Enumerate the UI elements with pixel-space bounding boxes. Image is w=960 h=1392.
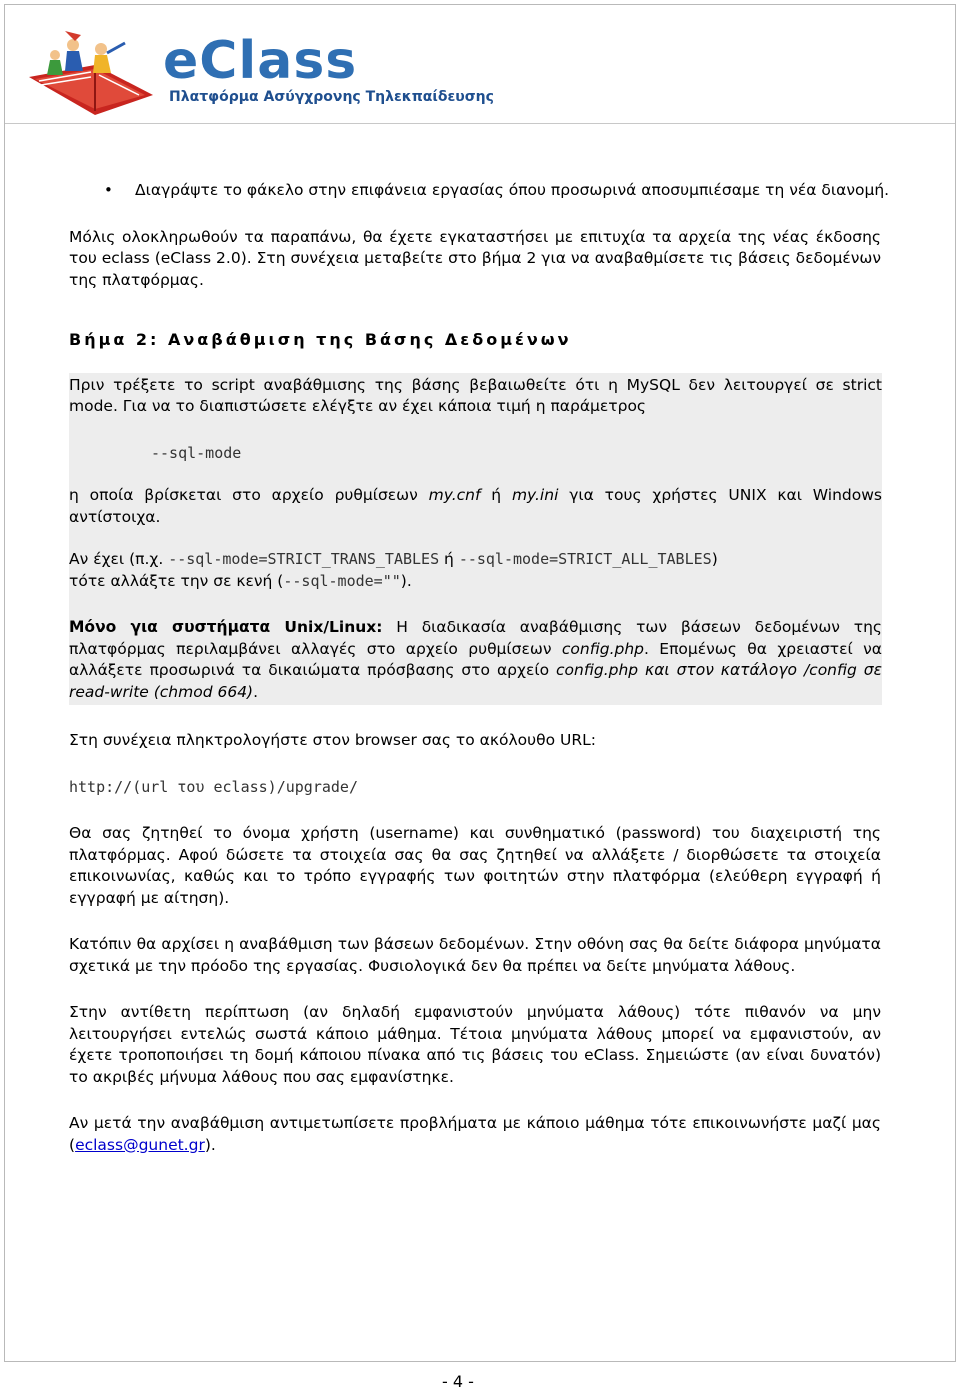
unix-text-c: . [253, 682, 259, 701]
unix-linux-label: Μόνο για συστήματα Unix/Linux: [69, 618, 383, 636]
note-config-text-b: για τους χρήστες UNIX και Windows αντίστοιχα. [69, 486, 882, 526]
note-strict-mode: Πριν τρέξετε το script αναβάθμισης της βάσης βεβαιωθείτε ότι η MySQL δεν λειτουργεί σε strict mode. Για να το διαπιστώσετε ελέγξτε αν έχει κάποια τιμή η παράμετρος [69, 375, 882, 415]
paragraph-contact [69, 1113, 881, 1156]
strict-all-code: --sql-mode=STRICT_ALL_TABLES [458, 550, 712, 568]
sql-mode-code: --sql-mode [151, 443, 242, 462]
note-if-set-c: τότε αλλάξτε την σε κενή ( [69, 571, 284, 590]
strict-trans-code: --sql-mode=STRICT_TRANS_TABLES [168, 550, 440, 568]
page-number: - 4 - [442, 1372, 474, 1391]
paragraph-browser: Στη συνέχεια πληκτρολογήστε στον browser σας το ακόλουθο URL: [69, 731, 596, 749]
bullet-text: Διαγράψτε το φάκελο στην επιφάνεια εργασίας όπου προσωρινά αποσυμπιέσαμε τη νέα διανομή. [135, 181, 890, 199]
note-config-file [69, 485, 882, 528]
note-if-set-a: Αν έχει (π.χ. [69, 550, 169, 568]
paragraph-upgrade-start: Κατόπιν θα αρχίσει η αναβάθμιση των βάσεων δεδομένων. Στην οθόνη σας θα δείτε διάφορα μηνύματα σχετικά με την πρόοδο της εργασίας. Φυσιολογικά δεν θα πρέπει να δείτε μηνύματα λάθους. [69, 935, 881, 975]
paragraph-installed: Μόλις ολοκληρωθούν τα παραπάνω, θα έχετε εγκαταστήσει με επιτυχία τα αρχεία της νέας έκδοσης του eclass (eClass 2.0). Στη συνέχεια μεταβείτε στο βήμα 2 για να αναβαθμίσετε τις βάσεις δεδομένων της πλατφόρμας. [69, 227, 881, 289]
config-php-filename: config.php [561, 639, 644, 658]
contact-email-link[interactable]: eclass@gunet.gr [75, 1135, 205, 1154]
upgrade-url: http://(url του eclass)/upgrade/ [69, 777, 358, 796]
step-heading: Βήμα 2: Αναβάθμιση της Βάσης Δεδομένων [69, 330, 572, 349]
myini-filename: my.ini [511, 486, 559, 504]
flying-book-logo-icon [25, 25, 165, 121]
note-config-text-a: η οποία βρίσκεται στο αρχείο ρυθμίσεων [69, 486, 429, 504]
contact-text-a: Αν μετά την αναβάθμιση αντιμετωπίσετε προβλήματα με κάποιο μάθημα τότε επικοινωνήστε μαζί μας ( [69, 1114, 881, 1154]
contact-text-b: ). [204, 1135, 216, 1154]
header-banner [5, 5, 955, 124]
note-if-set [69, 549, 882, 592]
bullet-dot-icon: • [104, 181, 113, 199]
bullet-item [0, 180, 947, 202]
brand-title: eClass [163, 31, 358, 91]
empty-sql-mode-code: --sql-mode="" [283, 571, 401, 590]
brand-subtitle: Πλατφόρμα Ασύγχρονης Τηλεκπαίδευσης [169, 89, 494, 105]
note-if-set-d: ). [400, 571, 412, 590]
mycnf-filename: my.cnf [428, 486, 481, 504]
note-if-set-b: ) [711, 550, 718, 568]
document-body [69, 180, 890, 1156]
unix-text-b: . Επομένως θα χρειαστεί να αλλάξετε προσωρινά τα δικαιώματα πρόσβασης στο αρχείο [69, 639, 882, 679]
unix-text-a: Η διαδικασία αναβάθμισης των βάσεων δεδομένων της πλατφόρμας περιλαμβάνει αλλαγές στο αρχείο ρυθμίσεων [69, 618, 882, 658]
config-permissions-text: config.php και στον κατάλογο /config σε read-write (chmod 664) [69, 661, 882, 701]
paragraph-errors: Στην αντίθετη περίπτωση (αν δηλαδή εμφανιστούν μηνύματα λάθους) τότε πιθανόν να μην λειτουργήσει εντελώς σωστά κάποιο μάθημα. Τέτοια μηνύματα λάθους μπορεί να εμφανιστούν, αν έχετε τροποποιήσει τη δομή κάποιου πίνακα από τις βάσεις του eClass. Σημειώστε (αν είναι δυνατόν) το ακριβές μήνυμα λάθους που σας εμφανίστηκε. [69, 1003, 881, 1086]
paragraph-login: Θα σας ζητηθεί το όνομα χρήστη (username) και συνθηματικό (password) του διαχειριστή της πλατφόρμας. Αφού δώσετε τα στοιχεία σας θα σας ζητηθεί να αλλάξετε / διορθώσετε τα στοιχεία επικοινωνίας, καθώς και το τρόπο εγγραφής των φοιτητών στην πλατφόρμα (ελεύθερη εγγραφή ή εγγραφή με αίτηση). [69, 824, 881, 907]
note-box [69, 373, 882, 706]
note-if-set-or: ή [439, 550, 459, 568]
note-config-or: ή [480, 486, 512, 504]
note-unix-linux [69, 617, 882, 703]
